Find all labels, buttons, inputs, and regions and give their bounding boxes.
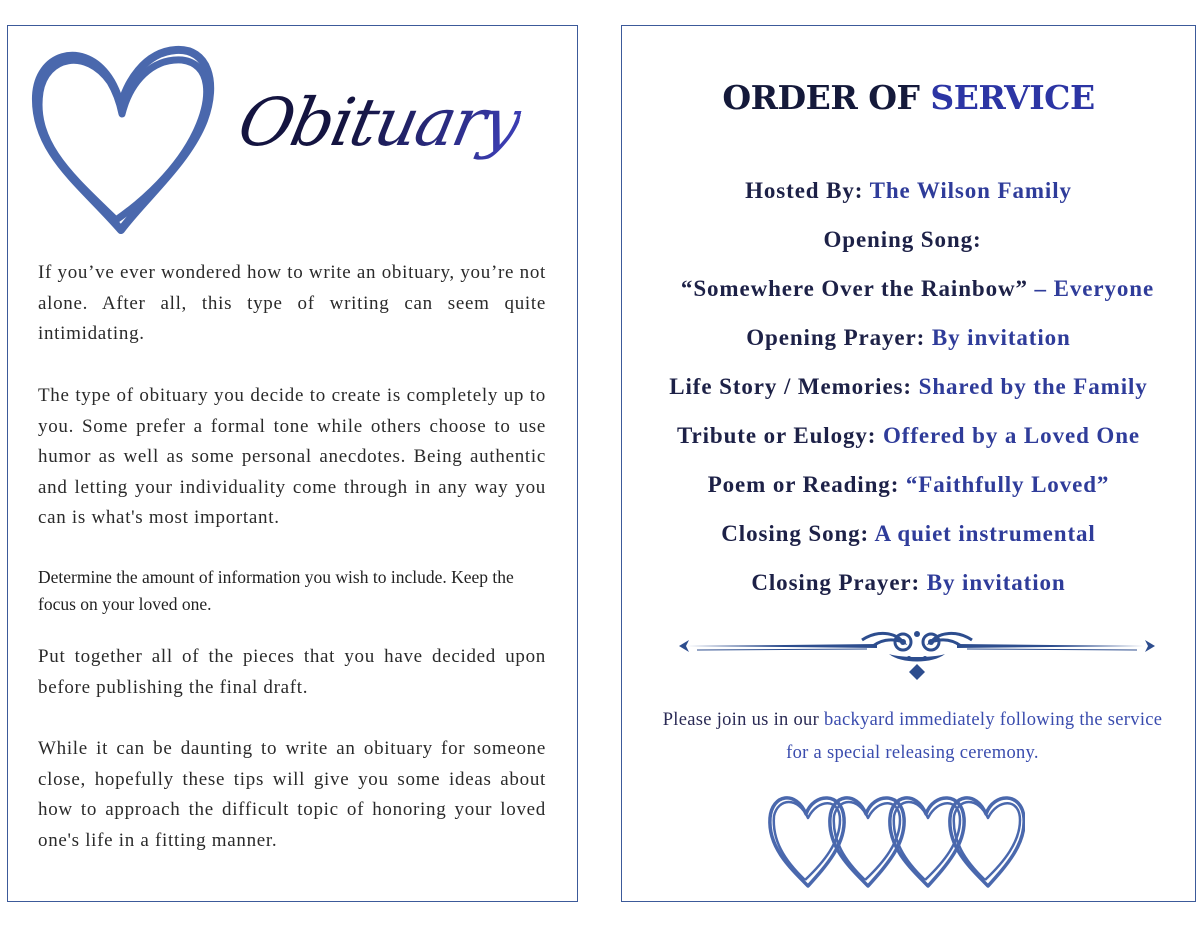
paragraph-put-together: Put together all of the pieces that you have decided upon before publishing the final draft. <box>38 646 546 698</box>
service-title: ORDER OF SERVICE <box>722 78 1095 117</box>
paragraph-type: The type of obituary you decide to create is completely up to you. Some prefer a formal tone while others choose to use humor as well as some personal anecdotes. Being authentic and letting your individuality come through in any way you can is what's most important. <box>38 385 546 528</box>
order-of-service-panel <box>621 25 1196 902</box>
service-item-opening-prayer: Opening Prayer: By invitation <box>746 325 1071 350</box>
service-item-song-title: “Somewhere Over the Rainbow” – Everyone <box>680 276 1155 301</box>
service-item-poem: Poem or Reading: “Faithfully Loved” <box>707 472 1110 497</box>
service-item-closing-prayer: Closing Prayer: By invitation <box>751 570 1066 595</box>
linked-hearts-icon <box>760 786 1025 894</box>
service-item-hosted: Hosted By: The Wilson Family <box>745 178 1072 203</box>
obituary-panel <box>7 25 578 902</box>
service-item-opening-song: Opening Song: <box>823 227 982 252</box>
service-item-life-story: Life Story / Memories: Shared by the Family <box>669 374 1148 399</box>
obituary-title: Obituary <box>231 84 527 161</box>
ornamental-divider-icon <box>677 624 1157 686</box>
paragraph-intro: If you’ve ever wondered how to write an obituary, you’re not alone. After all, this type of writing can seem quite intimidating. <box>38 262 546 344</box>
paragraph-closing: While it can be daunting to write an obituary for someone close, hopefully these tips will give you some ideas about how to approach the difficult topic of honoring your loved one's life in a fitting manner. <box>38 738 546 851</box>
paragraph-determine: Determine the amount of information you wish to include. Keep the focus on your loved one. <box>38 567 514 614</box>
service-item-closing-song: Closing Song: A quiet instrumental <box>721 521 1096 546</box>
service-item-tribute: Tribute or Eulogy: Offered by a Loved One <box>676 423 1141 448</box>
heart-icon <box>26 34 216 234</box>
invitation-text: Please join us in our backyard immediately following the service for a special releasing ceremony. <box>662 710 1163 763</box>
